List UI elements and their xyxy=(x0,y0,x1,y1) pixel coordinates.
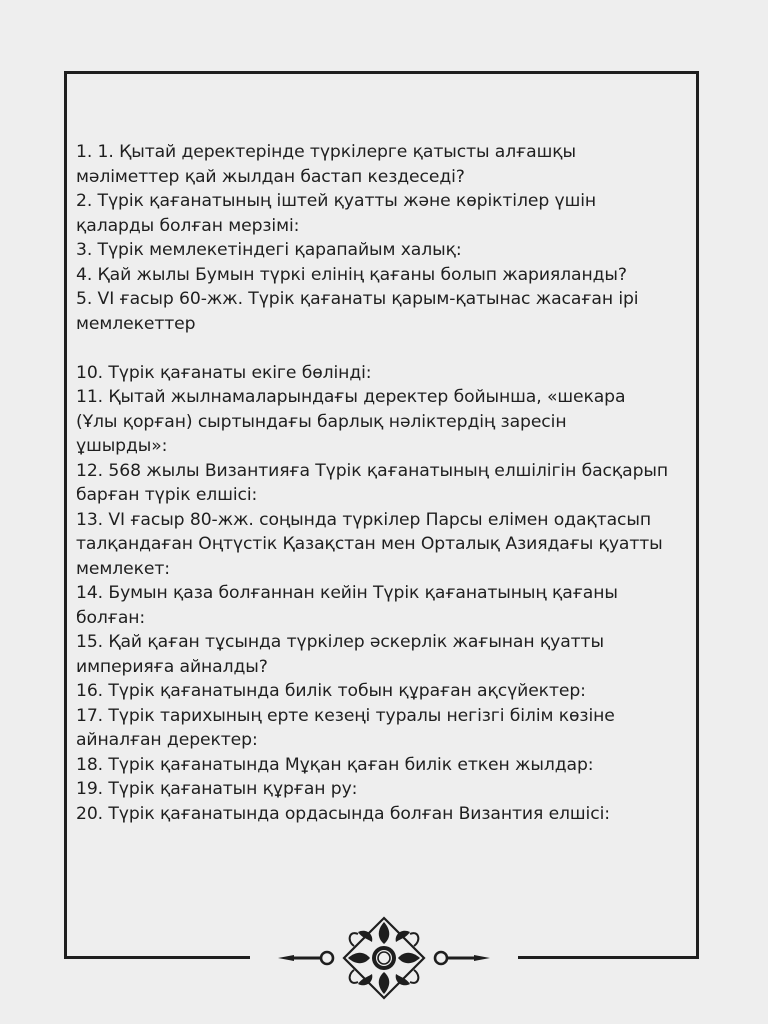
text-line: (Ұлы қорған) сыртындағы барлық нәліктердің заресін xyxy=(76,411,567,432)
text-line: 2. Түрік қағанатының іштей қуатты және көріктілер үшін xyxy=(76,191,597,211)
text-line: 20. Түрік қағанатында ордасында болған Византия елшісі: xyxy=(76,803,610,824)
text-line: 3. Түрік мемлекетіндегі қарапайым халық: xyxy=(76,240,462,260)
blank-line xyxy=(76,336,692,361)
text-line: 1. 1. Қытай деректерінде түркілерге қатысты алғашқы xyxy=(76,142,576,162)
text-line: мәліметтер қай жылдан бастап кездеседі? xyxy=(76,166,465,187)
text-line: 12. 568 жылы Византияға Түрік қағанатының елшілігін басқарып xyxy=(76,460,668,481)
text-line: 4. Қай жылы Бумын түркі елінің қағаны болып жарияланды? xyxy=(76,264,627,285)
text-line: 14. Бумын қаза болғаннан кейін Түрік қағанатының қағаны xyxy=(76,583,618,603)
text-line: 13. VI ғасыр 80-жж. соңында түркілер Парсы елімен одақтасып xyxy=(76,509,651,530)
text-line: 11. Қытай жылнамаларындағы деректер бойынша, «шекара xyxy=(76,387,626,407)
text-line: қаларды болған мерзімі: xyxy=(76,215,300,236)
text-line: болған: xyxy=(76,607,146,628)
text-line: 17. Түрік тарихының ерте кезеңі туралы негізгі білім көзіне xyxy=(76,705,615,726)
text-line: барған түрік елшісі: xyxy=(76,485,258,505)
text-line: 16. Түрік қағанатында билік тобын құраған ақсүйектер: xyxy=(76,681,586,701)
text-line: 15. Қай қаған тұсында түркілер әскерлік жағынан қуатты xyxy=(76,632,604,652)
text-line: 5. VI ғасыр 60-жж. Түрік қағанаты қарым-қатынас жасаған ірі xyxy=(76,289,639,309)
text-line: талқандаған Оңтүстік Қазақстан мен Орталық Азиядағы қуатты xyxy=(76,534,663,554)
text-line: мемлекет: xyxy=(76,558,170,579)
text-line: 19. Түрік қағанатын құрған ру: xyxy=(76,779,358,799)
text-line: ұшырды»: xyxy=(76,436,168,456)
text-line: империяға айналды? xyxy=(76,656,268,677)
question-list xyxy=(76,140,692,826)
text-line: мемлекеттер xyxy=(76,313,196,334)
text-line: айналған деректер: xyxy=(76,730,258,750)
text-line: 10. Түрік қағанаты екіге бөлінді: xyxy=(76,362,372,383)
decorative-flourish-icon xyxy=(272,912,496,1008)
text-line: 18. Түрік қағанатында Мұқан қаған билік еткен жылдар: xyxy=(76,754,594,775)
